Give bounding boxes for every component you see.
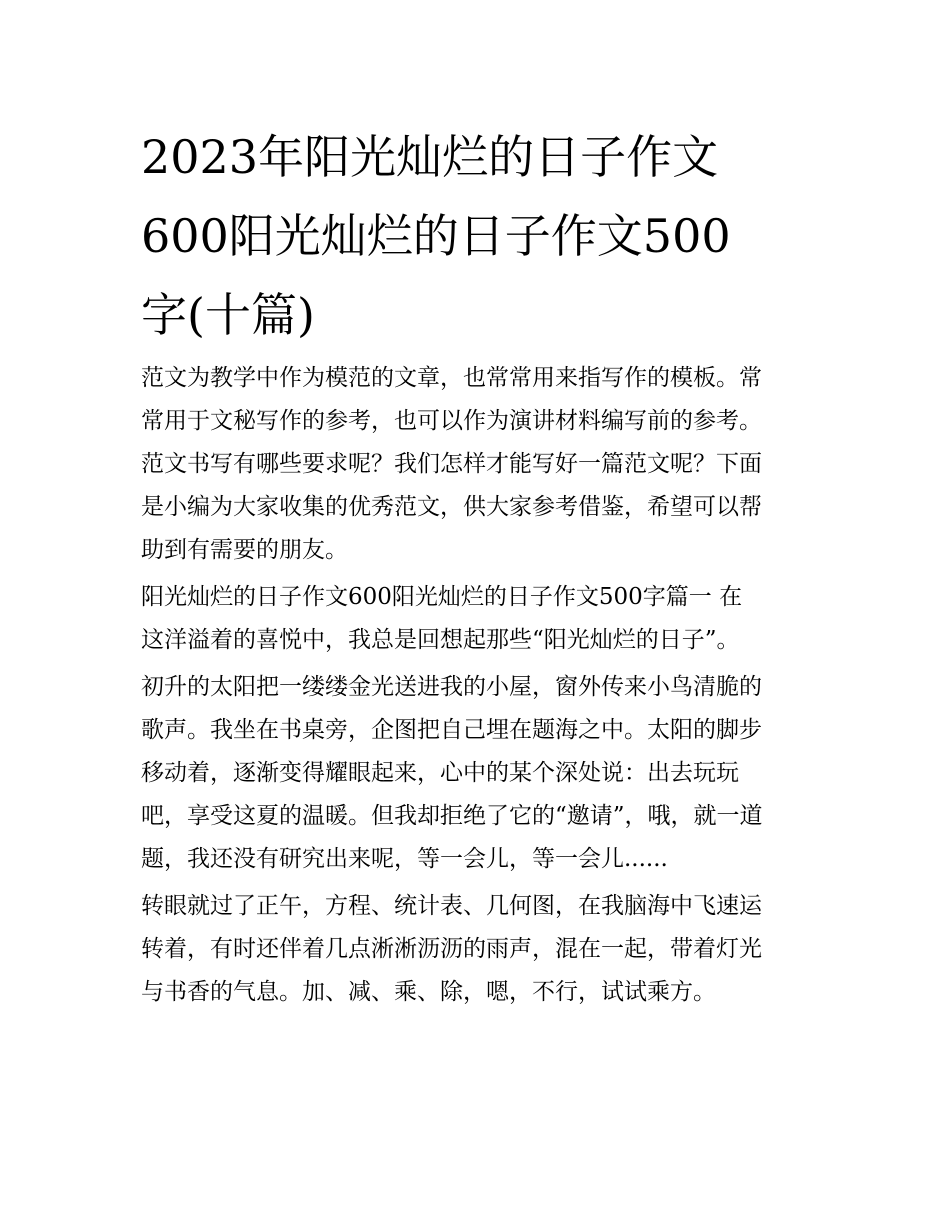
text-line: 是小编为大家收集的优秀范文，供大家参考借鉴，希望可以帮	[141, 494, 762, 520]
paragraph-intro	[141, 357, 813, 572]
text-line: 这洋溢着的喜悦中，我总是回想起那些“阳光灿烂的日子”。	[141, 627, 740, 653]
text-line: 初升的太阳把一缕缕金光送进我的小屋，窗外传来小鸟清脆的	[141, 674, 762, 700]
paragraph-essay-heading	[141, 576, 813, 662]
text-line: 范文为教学中作为模范的文章，也常常用来指写作的模板。常	[141, 365, 762, 391]
text-line: 阳光灿烂的日子作文600阳光灿烂的日子作文500字篇一 在	[141, 584, 743, 610]
text-line: 与书香的气息。加、减、乘、除，嗯，不行，试试乘方。	[141, 979, 716, 1005]
text-line: 吧，享受这夏的温暖。但我却拒绝了它的“邀请”，哦，就一道	[141, 803, 763, 829]
text-line: 助到有需要的朋友。	[141, 537, 348, 563]
text-line: 歌声。我坐在书桌旁，企图把自己埋在题海之中。太阳的脚步	[141, 717, 762, 743]
paragraph-noon	[141, 885, 813, 1014]
title-line-3: 字(十篇)	[141, 288, 315, 342]
text-line: 移动着，逐渐变得耀眼起来，心中的某个深处说：出去玩玩	[141, 760, 739, 786]
text-line: 转眼就过了正午，方程、统计表、几何图，在我脑海中飞速运	[141, 893, 762, 919]
title-line-1: 2023年阳光灿烂的日子作文	[141, 130, 719, 184]
text-line: 范文书写有哪些要求呢？我们怎样才能写好一篇范文呢？下面	[141, 451, 762, 477]
document-body	[141, 357, 813, 1014]
paragraph-morning	[141, 666, 813, 881]
text-line: 常用于文秘写作的参考，也可以作为演讲材料编写前的参考。	[141, 408, 762, 434]
document-title	[141, 118, 813, 355]
title-line-2: 600阳光灿烂的日子作文500	[141, 209, 731, 263]
text-line: 题，我还没有研究出来呢，等一会儿，等一会儿......	[141, 846, 668, 872]
text-line: 转着，有时还伴着几点淅淅沥沥的雨声，混在一起，带着灯光	[141, 936, 762, 962]
